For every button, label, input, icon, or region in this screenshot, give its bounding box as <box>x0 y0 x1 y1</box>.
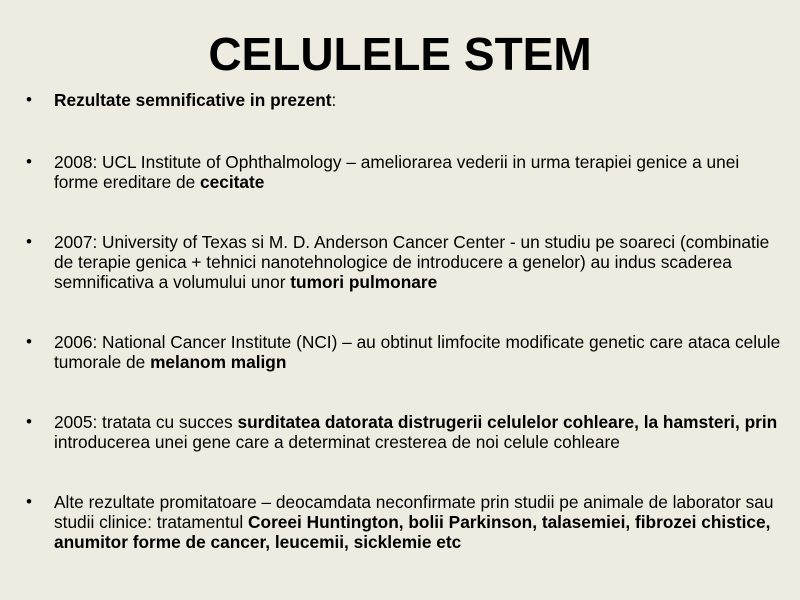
bullet-item-other-results <box>24 492 784 552</box>
bullet-text: Alte rezultate promitatoare – deocamdata neconfirmate prin studii pe animale de laborator sau studii clinice: tratamentul <box>54 492 774 532</box>
bullet-bold-text: Coreei Huntington, bolii Parkinson, talasemiei, fibrozei chistice, anumitor forme de cancer, leucemii, sicklemie etc <box>54 512 771 552</box>
bullet-item-2006 <box>24 332 784 372</box>
bullet-item-2007 <box>24 232 784 292</box>
bullet-item-2005 <box>24 412 784 452</box>
bullet-text: 2007: University of Texas si M. D. Anderson Cancer Center - un studiu pe soareci (combinatie de terapie genica + tehnici nanotehnologice de introducere a genelor) au indus scaderea semnificativa a volumului unor <box>54 232 770 292</box>
bullet-text: 2006: National Cancer Institute (NCI) – au obtinut limfocite modificate genetic care ataca celule tumorale de <box>54 332 781 372</box>
bullet-bold-text: tumori pulmonare <box>290 272 438 292</box>
bullet-item-2008 <box>24 152 784 192</box>
slide-title: CELULELE STEM <box>208 28 592 80</box>
bullet-bold-text: surditatea datorata distrugerii celulelor cohleare, la hamsteri, prin <box>237 412 778 432</box>
bullet-text-tail: introducerea unei gene care a determinat cresterea de noi celule cohleare <box>54 432 620 452</box>
bullet-text: 2008: UCL Institute of Ophthalmology – ameliorarea vederii in urma terapiei genice a unei forme ereditare de <box>54 152 740 192</box>
bullet-bold-text: Rezultate semnificative in prezent <box>54 90 332 110</box>
bullet-bold-text: melanom malign <box>150 352 287 372</box>
bullet-item-results-heading <box>24 90 784 110</box>
bullet-text: : <box>331 90 337 110</box>
bullet-text: 2005: tratata cu succes <box>54 412 238 432</box>
bullet-bold-text: cecitate <box>200 172 265 192</box>
bullet-list <box>24 90 784 592</box>
